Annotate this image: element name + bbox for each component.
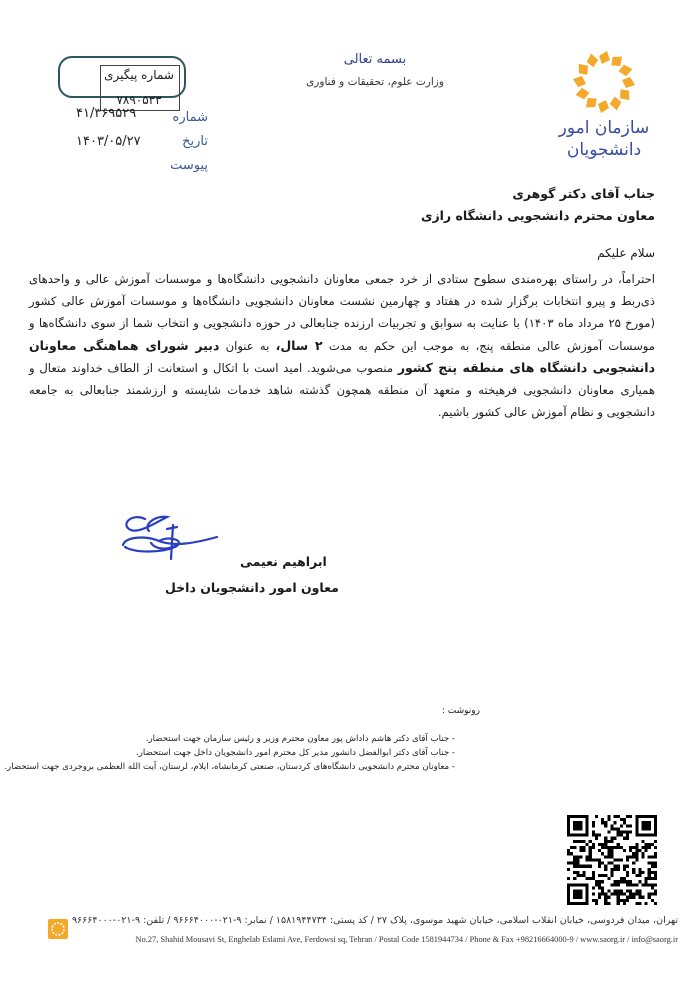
logo-petal [598,100,609,113]
date-label: تاریخ [182,134,208,149]
appointment-title: دبیر شورای هماهنگی معاونان دانشجویی دانشگاه های منطقه پنج کشور [29,337,655,375]
signer-name: ابراهیم نعیمی [240,554,327,569]
greeting: سلام علیکم [597,246,655,260]
logo-petal [622,77,635,88]
footer-address-en: No.27, Shahid Mousavi St, Enghelab Eslami Ave, Ferdowsi sq, Tehran / Postal Code 1581944734 / Phone & Fax +98216664000-9 / www.saorg.ir / info@saorg.ir [135,935,678,944]
body-text: احتراماً، در راستای بهره‌مندی سطوح ستادی از خرد جمعی معاونان دانشجویی دانشگاه‌ها و موسسات آموزش عالی و واحدهای ذی‌ربط و پیرو انتخابات برگزار شده در هفتاد و چهارمین نشست معاونان دانشجویی دانشگاه‌ها و موسسات آموزش عالی کشور (مورخ ۲۵ مرداد ماه ۱۴۰۳) با عنایت به سوابق و تجربیات ارزنده جنابعالی در حوزه دانشجویی و انتخاب شما از سوی دانشگاه‌ها و موسسات آموزش عالی منطقه پنج، به موجب این حکم به مدت [29,272,656,353]
term-duration: ۲ سال، [275,337,323,353]
bismillah: بسمه تعالی [343,52,407,67]
footer-address-fa: تهران، میدان فردوسی، خیابان انقلاب اسلامی، خیابان شهید موسوی، پلاک ۲۷ / کد پستی: ۱۵۸۱۹۴۴۷۳۴ / نمابر: ۹-۰۲۱-۹۶۶۶۴۰۰۰ / تلفن: ۹-۰۲۱-۹۶۶۶۴۰۰۰ [71,915,678,926]
ministry-name: وزارت علوم، تحقیقات و فناوری [306,76,444,88]
number-label: شماره [172,110,208,125]
tracking-label: شماره پیگیری [104,68,174,82]
cc-heading: رونوشت : [441,706,480,716]
logo-petal [599,51,610,64]
footer-logo-icon [48,919,68,939]
logo-petal [573,76,586,87]
cc-item: - جناب آقای دکتر ابوالفضل دانشور مدیر کل محترم امور دانشجویان داخل جهت استحضار. [136,748,455,758]
handwritten-signature [115,505,225,569]
date-value: ۱۴۰۳/۰۵/۲۷ [76,134,141,149]
number-value: ۴۱/۳۶۹۵۲۹ [76,106,137,121]
tracking-number: ۷۸۹۰۵۳۳ [116,93,162,107]
recipient-name: جناب آقای دکتر گوهری [512,186,655,201]
org-name-line1: سازمان امور [558,118,650,138]
recipient-title: معاون محترم دانشجویی دانشگاه رازی [420,208,655,223]
cc-item: - جناب آقای دکتر هاشم داداش پور معاون محترم وزیر و رئیس سازمان جهت استحضار. [145,734,455,744]
org-name-line2: دانشجویان [566,140,642,160]
cc-item: - معاونان محترم دانشجویی دانشگاه‌های کردستان، صنعتی کرمانشاه، ایلام، لرستان، آیت الله العظمی بروجردی جهت استحضار. [4,762,455,772]
sun-logo-icon [548,46,668,118]
body-text: به عنوان [219,338,276,353]
cc-list [4,732,455,774]
attachment-label: پیوست [170,158,208,173]
qr-code [567,815,657,905]
signer-title: معاون امور دانشجویان داخل [165,580,339,595]
org-logo [548,46,668,122]
body-text: منصوب می‌شوید. امید است با اتکال و استعانت از الطاف خداوند متعال و همیاری معاونان دانشجویی فرهیخته و متعهد آن منطقه همچون گذشته شاهد خدمات شایسته و ارزشمند جنابعالی به جامعه دانشجویی و نظام آموزش عالی کشور باشیم. [29,360,655,420]
letter-body [29,268,655,423]
